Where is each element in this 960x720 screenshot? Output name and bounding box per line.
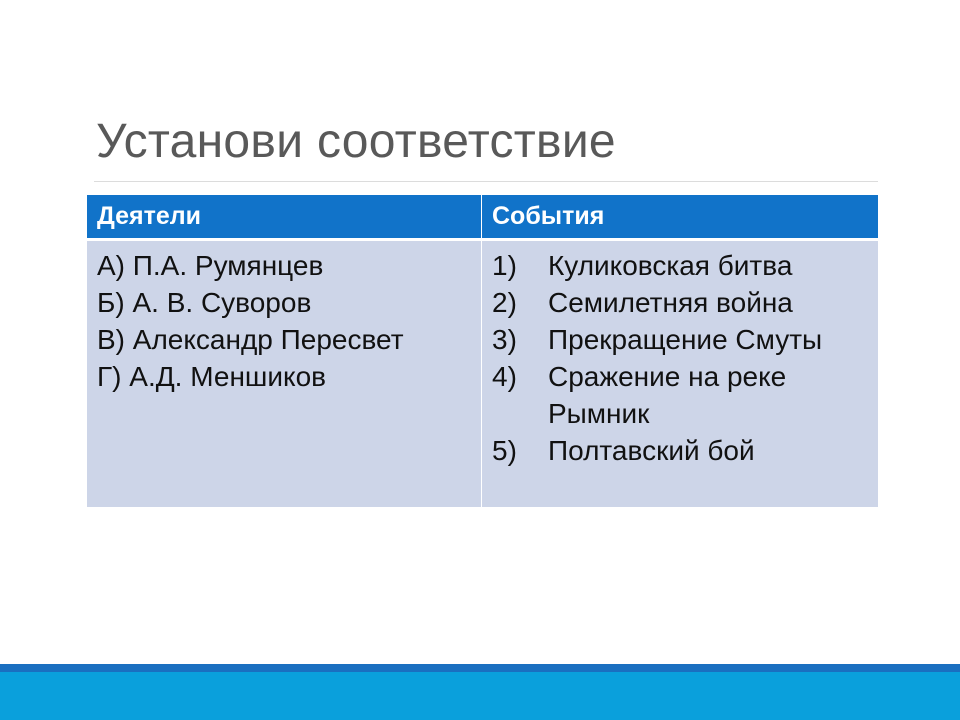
column-header-events: События bbox=[482, 195, 879, 240]
actor-item: Г) А.Д. Меншиков bbox=[97, 361, 327, 392]
slide-title: Установи соответствие bbox=[96, 115, 616, 168]
event-label: Семилетняя война bbox=[548, 287, 793, 318]
actor-item: В) Александр Пересвет bbox=[97, 324, 404, 355]
event-item bbox=[492, 432, 878, 469]
event-item bbox=[492, 321, 878, 358]
column-header-actors: Деятели bbox=[87, 195, 482, 240]
matching-table bbox=[86, 194, 879, 508]
table-header-row bbox=[87, 195, 879, 240]
event-number: 1) bbox=[492, 250, 517, 281]
event-number: 4) bbox=[492, 361, 517, 392]
event-label: Прекращение Смуты bbox=[548, 324, 823, 355]
events-cell bbox=[482, 240, 879, 508]
event-number: 5) bbox=[492, 435, 517, 466]
event-label: Куликовская битва bbox=[548, 250, 793, 281]
event-item bbox=[492, 284, 878, 321]
actor-item: А) П.А. Румянцев bbox=[97, 250, 324, 281]
table-row bbox=[87, 240, 879, 508]
event-number: 3) bbox=[492, 324, 517, 355]
event-item bbox=[492, 247, 878, 284]
footer-bar bbox=[0, 672, 960, 720]
event-item bbox=[492, 358, 878, 432]
event-number: 2) bbox=[492, 287, 517, 318]
actors-cell bbox=[87, 240, 482, 508]
event-label: Сражение на реке Рымник bbox=[548, 361, 787, 429]
footer-accent-line bbox=[0, 664, 960, 672]
actor-item: Б) А. В. Суворов bbox=[97, 287, 312, 318]
title-divider bbox=[94, 181, 878, 182]
event-label: Полтавский бой bbox=[548, 435, 755, 466]
events-list bbox=[492, 247, 878, 469]
